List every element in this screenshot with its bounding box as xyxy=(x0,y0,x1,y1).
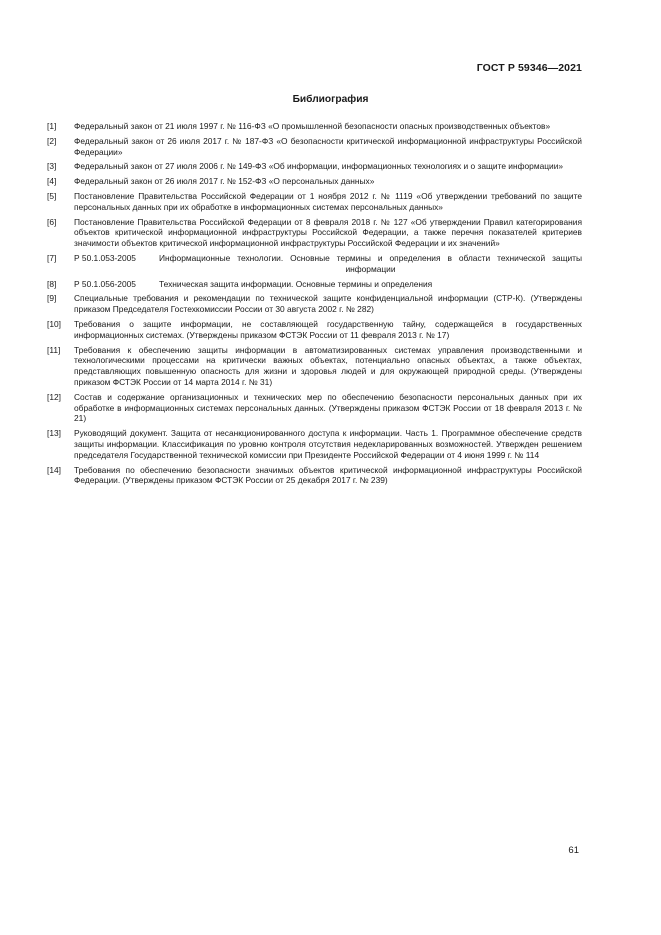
reference-number: [2] xyxy=(47,135,57,146)
reference-number: [8] xyxy=(47,278,57,289)
list-item xyxy=(47,136,582,158)
list-item xyxy=(47,121,582,132)
reference-text: Состав и содержание организационных и технических мер по обеспечению безопасности персональных данных при их обработке в информационных системах персональных данных. (Утверждены приказом ФСТЭК России от 18 февраля 2013 г. № 21) xyxy=(74,391,582,424)
reference-number: [12] xyxy=(47,391,61,402)
reference-number: [14] xyxy=(47,464,61,475)
list-item xyxy=(47,392,582,424)
bibliography-list xyxy=(47,121,582,490)
section-title: Библиография xyxy=(292,94,369,105)
reference-number: [7] xyxy=(47,252,57,263)
page-number: 61 xyxy=(568,845,579,856)
reference-number: [13] xyxy=(47,428,61,439)
list-item xyxy=(47,465,582,487)
list-item xyxy=(47,217,582,249)
reference-document-code: Р 50.1.056-2005 xyxy=(74,278,136,289)
list-item xyxy=(47,279,582,290)
reference-text: Федеральный закон от 21 июля 1997 г. № 116-ФЗ «О промышленной безопасности опасных производственных объектов» xyxy=(74,121,551,131)
list-item xyxy=(47,345,582,388)
list-item xyxy=(47,319,582,341)
reference-text: Федеральный закон от 26 июля 2017 г. № 152-ФЗ «О персональных данных» xyxy=(74,176,375,187)
reference-text: Техническая защита информации. Основные термины и определения xyxy=(159,278,433,289)
reference-text: Постановление Правительства Российской Федерации от 8 февраля 2018 г. № 127 «Об утверждении Правил категорирования объектов критической информационной инфраструктуры Российской Федерации, а также перечня показателей критериев значимости объектов критической информационной инфраструктуры Российской Федерации и их значений» xyxy=(74,216,582,249)
list-item xyxy=(47,176,582,187)
reference-number: [4] xyxy=(47,176,57,187)
list-item xyxy=(47,161,582,172)
reference-number: [1] xyxy=(47,121,57,131)
standard-code: ГОСТ Р 59346—2021 xyxy=(476,62,582,74)
reference-text: Федеральный закон от 27 июля 2006 г. № 149-ФЗ «Об информации, информационных технологиях и о защите информации» xyxy=(74,161,564,172)
reference-text: Постановление Правительства Российской Федерации от 1 ноября 2012 г. № 1119 «Об утверждении требований по защите персональных данных при их обработке в информационных системах персональных данных» xyxy=(74,190,582,212)
list-item xyxy=(47,428,582,460)
reference-text: Требования к обеспечению защиты информации в автоматизированных системах управления производственными и технологическими процессами на критически важных объектах, потенциально опасных объектах, а также объектах, представляющих повышенную опасность для жизни и здоровья людей и для окружающей природной среды. (Утверждены приказом ФСТЭК России от 14 марта 2014 г. № 31) xyxy=(74,344,582,387)
reference-text: Требования по обеспечению безопасности значимых объектов критической информационной инфраструктуры Российской Федерации. (Утверждены приказом ФСТЭК России от 25 декабря 2017 г. № 239) xyxy=(74,464,582,486)
list-item xyxy=(47,191,582,213)
reference-text: Федеральный закон от 26 июля 2017 г. № 187-ФЗ «О безопасности критической информационной инфраструктуры Российской Федерации» xyxy=(74,135,582,157)
reference-number: [10] xyxy=(47,318,61,329)
reference-number: [9] xyxy=(47,293,57,304)
reference-text: Специальные требования и рекомендации по технической защите конфиденциальной информации (СТР-К). (Утверждены приказом Председателя Гостехкомиссии России от 30 августа 2002 г. № 282) xyxy=(74,293,582,315)
reference-number: [6] xyxy=(47,216,57,227)
list-item xyxy=(47,293,582,315)
reference-text: Руководящий документ. Защита от несанкционированного доступа к информации. Часть 1. Программное обеспечение средств защиты информации. Классификация по уровню контроля отсутствия недекларированных возможностей. Утвержден решением председателя Государственной технической комиссии при Президенте Российской Федерации от 4 июня 1999 г. № 114 xyxy=(74,428,582,460)
reference-text: Информационные технологии. Основные термины и определения в области технической защиты информации xyxy=(159,252,582,274)
reference-text: Требования о защите информации, не составляющей государственную тайну, содержащейся в государственных информационных системах. (Утверждены приказом ФСТЭК России от 11 февраля 2013 г. № 17) xyxy=(74,318,582,340)
reference-number: [3] xyxy=(47,161,57,172)
list-item xyxy=(47,253,582,275)
reference-number: [5] xyxy=(47,190,57,201)
reference-document-code: Р 50.1.053-2005 xyxy=(74,252,136,263)
reference-number: [11] xyxy=(47,344,61,355)
